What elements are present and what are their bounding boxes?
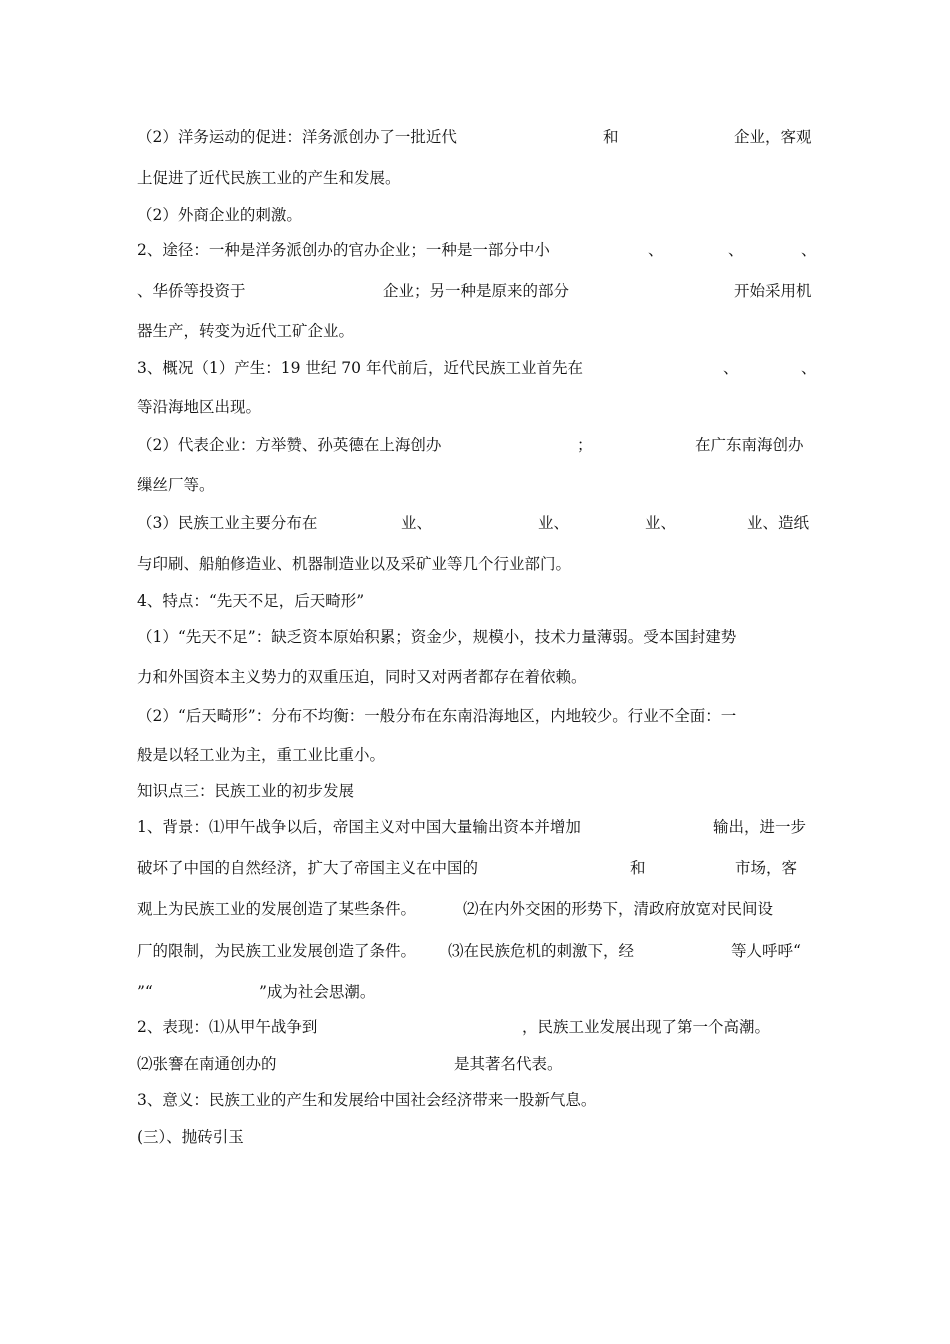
text-line-20 — [137, 855, 814, 881]
text-line-22 — [137, 938, 814, 964]
text-line-11 — [137, 510, 814, 536]
line-5-segment-2: 企业；另一种是原来的部分 — [383, 282, 570, 300]
line-27-segment-1: (三）、抛砖引玉 — [137, 1128, 244, 1146]
text-line-18 — [137, 778, 814, 804]
line-19-segment-1: 1、背景：⑴甲午战争以后，帝国主义对中国大量输出资本并增加 — [137, 818, 581, 836]
line-14-segment-1: （1）“先天不足”：缺乏资本原始积累；资金少，规模小，技术力量薄弱。受本国封建势 — [137, 628, 737, 646]
line-4-segment-4: 、 — [801, 241, 817, 259]
line-18-segment-1: 知识点三：民族工业的初步发展 — [137, 782, 355, 800]
line-4-segment-2: 、 — [648, 241, 664, 259]
line-22-segment-3: 等人呼呼“ — [731, 942, 801, 960]
line-2-segment-1: 上促进了近代民族工业的产生和发展。 — [137, 169, 401, 187]
text-line-23 — [137, 979, 814, 1005]
text-line-25 — [137, 1051, 814, 1077]
line-6-segment-1: 器生产，转变为近代工矿企业。 — [137, 322, 355, 340]
text-line-5 — [137, 278, 814, 304]
line-11-segment-5: 业、造纸 — [747, 514, 810, 532]
text-line-26 — [137, 1087, 814, 1113]
text-line-17 — [137, 742, 814, 768]
line-9-segment-1: （2）代表企业：方举赞、孙英德在上海创办 — [137, 436, 442, 454]
line-26-segment-1: 3、意义：民族工业的产生和发展给中国社会经济带来一股新气息。 — [137, 1091, 597, 1109]
line-22-segment-2: ⑶在民族危机的刺激下，经 — [448, 942, 635, 960]
line-22-segment-1: 厂的限制，为民族工业发展创造了条件。 — [137, 942, 417, 960]
line-24-segment-1: 2、表现：⑴从甲午战争到 — [137, 1018, 318, 1036]
line-7-segment-2: 、 — [723, 359, 739, 377]
line-19-segment-2: 输出，进一步 — [713, 818, 807, 836]
line-17-segment-1: 般是以轻工业为主，重工业比重小。 — [137, 746, 386, 764]
line-9-segment-3: 在广东南海创办 — [695, 436, 804, 454]
text-line-6 — [137, 318, 814, 344]
text-line-10 — [137, 472, 814, 498]
line-1-segment-2: 和 — [603, 128, 619, 146]
line-1-segment-3: 企业，客观 — [734, 128, 812, 146]
line-8-segment-1: 等沿海地区出现。 — [137, 398, 262, 416]
text-line-24 — [137, 1014, 814, 1040]
line-21-segment-1: 观上为民族工业的发展创造了某些条件。 — [137, 900, 417, 918]
line-20-segment-1: 破坏了中国的自然经济，扩大了帝国主义在中国的 — [137, 859, 479, 877]
line-21-segment-2: ⑵在内外交困的形势下，清政府放宽对民间设 — [463, 900, 774, 918]
text-line-9 — [137, 432, 814, 458]
text-line-2 — [137, 165, 814, 191]
text-line-21 — [137, 896, 814, 922]
text-line-15 — [137, 664, 814, 690]
line-10-segment-1: 缫丝厂等。 — [137, 476, 215, 494]
text-line-16 — [137, 703, 814, 729]
text-line-14 — [137, 624, 814, 650]
line-5-segment-1: 、华侨等投资于 — [137, 282, 246, 300]
line-7-segment-3: 、 — [801, 359, 817, 377]
line-3-segment-1: （2）外商企业的刺激。 — [137, 206, 302, 224]
line-25-segment-1: ⑵张謇在南通创办的 — [137, 1055, 277, 1073]
line-4-segment-3: 、 — [728, 241, 744, 259]
text-line-19 — [137, 814, 814, 840]
line-13-segment-1: 4、特点：“先天不足，后天畸形” — [137, 592, 365, 610]
line-4-segment-1: 2、途径：一种是洋务派创办的官办企业；一种是一部分中小 — [137, 241, 550, 259]
line-11-segment-1: （3）民族工业主要分布在 — [137, 514, 318, 532]
text-line-3 — [137, 202, 814, 228]
text-line-1 — [137, 124, 814, 150]
line-16-segment-1: （2）“后天畸形”：分布不均衡：一般分布在东南沿海地区，内地较少。行业不全面：一 — [137, 707, 737, 725]
line-7-segment-1: 3、概况（1）产生：19 世纪 70 年代前后，近代民族工业首先在 — [137, 359, 583, 377]
line-11-segment-4: 业、 — [645, 514, 677, 532]
text-line-4 — [137, 237, 817, 263]
line-23-segment-2: ”成为社会思潮。 — [259, 983, 376, 1001]
line-5-segment-3: 开始采用机 — [734, 282, 812, 300]
line-23-segment-1: ”“ — [137, 983, 153, 1001]
line-20-segment-3: 市场，客 — [735, 859, 798, 877]
text-line-7 — [137, 355, 817, 381]
text-line-12 — [137, 551, 814, 577]
line-1-segment-1: （2）洋务运动的促进：洋务派创办了一批近代 — [137, 128, 457, 146]
line-11-segment-3: 业、 — [538, 514, 570, 532]
text-line-27 — [137, 1124, 814, 1150]
line-12-segment-1: 与印刷、船舶修造业、机器制造业以及采矿业等几个行业部门。 — [137, 555, 572, 573]
line-25-segment-2: 是其著名代表。 — [454, 1055, 563, 1073]
line-15-segment-1: 力和外国资本主义势力的双重压迫，同时又对两者都存在着依赖。 — [137, 668, 587, 686]
line-24-segment-2: ，民族工业发展出现了第一个高潮。 — [522, 1018, 771, 1036]
line-20-segment-2: 和 — [630, 859, 646, 877]
line-9-segment-2: ； — [577, 436, 593, 454]
text-line-13 — [137, 588, 814, 614]
text-line-8 — [137, 394, 814, 420]
line-11-segment-2: 业、 — [401, 514, 433, 532]
